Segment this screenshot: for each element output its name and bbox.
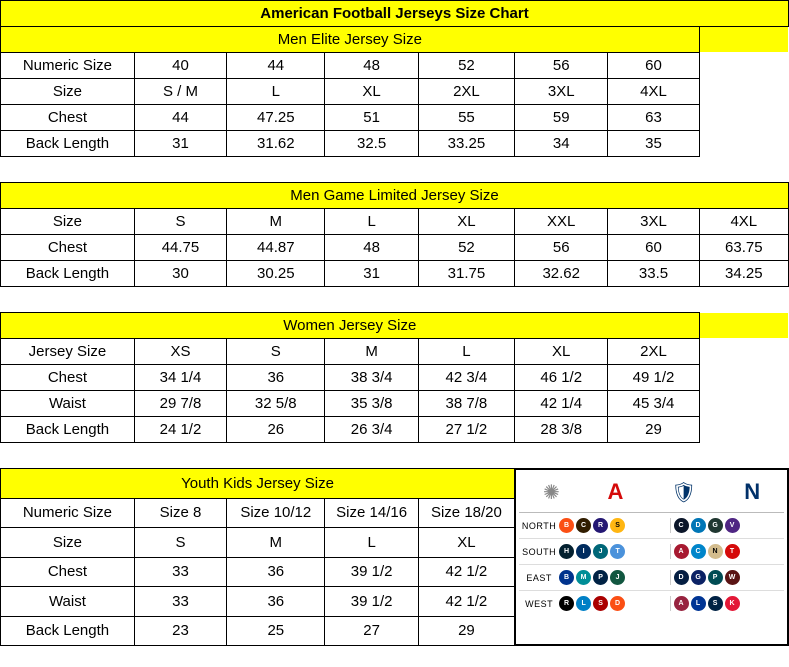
section-heading-men-elite: Men Elite Jersey Size [1, 27, 789, 53]
division-label: WEST [525, 598, 554, 609]
cell: 30.25 [227, 261, 325, 287]
team-logo-raiders: R [559, 596, 574, 611]
table-row [1, 365, 789, 391]
cell: 45 3/4 [608, 391, 699, 417]
cell: 33.25 [418, 131, 514, 157]
team-logo-lions: D [691, 518, 706, 533]
row-label: Waist [1, 587, 135, 617]
document-title-row [1, 1, 789, 27]
cell: 42 3/4 [418, 365, 514, 391]
cell: Size 8 [134, 498, 226, 528]
row-label: Jersey Size [1, 339, 135, 365]
row-label: Chest [1, 105, 135, 131]
cell: 63.75 [699, 235, 788, 261]
team-logo-eagles: P [708, 570, 723, 585]
section-heading-men-game-limited: Men Game Limited Jersey Size [1, 183, 789, 209]
team-logo-bills: B [559, 570, 574, 585]
cell: 51 [325, 105, 418, 131]
cell: 46 1/2 [515, 365, 608, 391]
cell: 32 5/8 [227, 391, 325, 417]
empty-cell [699, 417, 788, 443]
team-logo-commanders: W [725, 570, 740, 585]
cell: 40 [134, 53, 226, 79]
table-row [1, 235, 789, 261]
cell: S [227, 339, 325, 365]
cell: 60 [608, 53, 699, 79]
nfc-logo-icon: N [744, 479, 761, 504]
cell: 34.25 [699, 261, 788, 287]
nfc-south-teams [670, 544, 784, 559]
team-logo-chiefs: K [725, 596, 740, 611]
cell: XL [418, 528, 514, 558]
cell: L [227, 79, 325, 105]
cell: 39 1/2 [325, 587, 418, 617]
cell: 29 [608, 417, 699, 443]
cell: 38 3/4 [325, 365, 418, 391]
cell: 31 [134, 131, 226, 157]
row-label: Back Length [1, 417, 135, 443]
team-logo-steelers: S [610, 518, 625, 533]
cell: 29 [418, 616, 514, 646]
cell: XL [418, 209, 514, 235]
team-logo-titans: T [610, 544, 625, 559]
cell: 31.75 [418, 261, 514, 287]
team-logo-dolphins: M [576, 570, 591, 585]
cell: 24 1/2 [134, 417, 226, 443]
row-label: Size [1, 528, 135, 558]
cell: XL [325, 79, 418, 105]
team-logo-jaguars: J [593, 544, 608, 559]
cell: 2XL [608, 339, 699, 365]
cell: 32.5 [325, 131, 418, 157]
cell: 36 [227, 557, 325, 587]
row-label: Back Length [1, 261, 135, 287]
cell: XS [134, 339, 226, 365]
cell: 44.75 [134, 235, 226, 261]
division-row-south [519, 539, 784, 565]
cell: 33 [134, 557, 226, 587]
cell: 52 [418, 53, 514, 79]
cell: Size 14/16 [325, 498, 418, 528]
empty-cell [699, 79, 788, 105]
cell: 30 [134, 261, 226, 287]
cell: 44 [134, 105, 226, 131]
page-title: American Football Jerseys Size Chart [1, 1, 789, 27]
team-logo-chargers: L [576, 596, 591, 611]
row-label: Numeric Size [1, 53, 135, 79]
cell: 27 1/2 [418, 417, 514, 443]
afc-north-teams [559, 518, 669, 533]
afc-logo-icon: A [607, 479, 624, 504]
cell: 48 [325, 53, 418, 79]
empty-cell [699, 365, 788, 391]
empty-cell [699, 313, 788, 339]
table-row [1, 131, 789, 157]
team-logo-patriots: P [593, 570, 608, 585]
division-label: EAST [526, 572, 552, 583]
nfc-east-teams [670, 570, 784, 585]
table-row [1, 105, 789, 131]
division-label: NORTH [521, 520, 557, 531]
nfl-shield-icon: 🛡 [671, 481, 697, 504]
cell: 36 [227, 587, 325, 617]
division-row-east [519, 565, 784, 591]
cell: 56 [515, 53, 608, 79]
cell: 44 [227, 53, 325, 79]
empty-cell [699, 391, 788, 417]
cell: S [134, 209, 226, 235]
cell: 35 [608, 131, 699, 157]
section-heading-youth-kids: Youth Kids Jersey Size ✺ A 🛡 N NORTH B C R S C D G V SOUTH H I J T A C N T EAST B M P J D G P W WEST R L S D A L S K [1, 469, 789, 499]
cell: 38 7/8 [418, 391, 514, 417]
cell: M [227, 528, 325, 558]
afc-south-teams [559, 544, 669, 559]
table-row [1, 209, 789, 235]
cell: 56 [515, 235, 608, 261]
cell: 48 [325, 235, 418, 261]
team-logo-cowboys: D [674, 570, 689, 585]
cell: 49 1/2 [608, 365, 699, 391]
row-label: Waist [1, 391, 135, 417]
division-row-west [519, 591, 784, 616]
team-logo-packers: G [708, 518, 723, 533]
table-row [1, 391, 789, 417]
cell: 42 1/2 [418, 557, 514, 587]
cell: 25 [227, 616, 325, 646]
division-label: SOUTH [522, 546, 557, 557]
nfl-teams-logo-panel [515, 469, 789, 646]
empty-cell [699, 27, 788, 53]
cell: M [325, 339, 418, 365]
star-icon: ✺ [542, 481, 560, 504]
empty-cell [699, 105, 788, 131]
cell: S [134, 528, 226, 558]
cell: L [418, 339, 514, 365]
cell: 2XL [418, 79, 514, 105]
cell: 47.25 [227, 105, 325, 131]
team-logo-vikings: V [725, 518, 740, 533]
team-logo-bears: C [674, 518, 689, 533]
table-row [1, 53, 789, 79]
team-logo-buccaneers: T [725, 544, 740, 559]
cell: 26 [227, 417, 325, 443]
team-logo-texans: H [559, 544, 574, 559]
division-row-north [519, 513, 784, 539]
cell: Size 10/12 [227, 498, 325, 528]
row-label: Numeric Size [1, 498, 135, 528]
team-logo-seahawks: S [708, 596, 723, 611]
row-label: Size [1, 79, 135, 105]
cell: L [325, 528, 418, 558]
cell: 42 1/2 [418, 587, 514, 617]
nfc-north-teams [670, 518, 784, 533]
cell: 52 [418, 235, 514, 261]
cell: M [227, 209, 325, 235]
team-logo-browns: C [576, 518, 591, 533]
cell: 34 1/4 [134, 365, 226, 391]
afc-east-teams [559, 570, 669, 585]
team-logo-giants: G [691, 570, 706, 585]
cell: 39 1/2 [325, 557, 418, 587]
cell: 59 [515, 105, 608, 131]
table-row [1, 417, 789, 443]
team-logo-cardinals: A [674, 596, 689, 611]
cell: 60 [608, 235, 699, 261]
team-logo-49ers: S [593, 596, 608, 611]
row-label: Back Length [1, 616, 135, 646]
cell: S / M [134, 79, 226, 105]
row-label: Size [1, 209, 135, 235]
cell: 29 7/8 [134, 391, 226, 417]
cell: 33 [134, 587, 226, 617]
empty-cell [699, 339, 788, 365]
cell: 32.62 [515, 261, 608, 287]
conference-logos-row [519, 472, 784, 513]
team-logo-rams: L [691, 596, 706, 611]
cell: 28 3/8 [515, 417, 608, 443]
team-logo-ravens: R [593, 518, 608, 533]
cell: 33.5 [608, 261, 699, 287]
cell: 3XL [515, 79, 608, 105]
cell: 4XL [699, 209, 788, 235]
cell: 34 [515, 131, 608, 157]
cell: L [325, 209, 418, 235]
row-label: Chest [1, 365, 135, 391]
table-row [1, 79, 789, 105]
row-label: Back Length [1, 131, 135, 157]
cell: XXL [515, 209, 608, 235]
team-logo-jets: J [610, 570, 625, 585]
team-logo-broncos: D [610, 596, 625, 611]
team-logo-colts: I [576, 544, 591, 559]
cell: 27 [325, 616, 418, 646]
cell: 3XL [608, 209, 699, 235]
cell: Size 18/20 [418, 498, 514, 528]
cell: 36 [227, 365, 325, 391]
cell: 44.87 [227, 235, 325, 261]
cell: 31.62 [227, 131, 325, 157]
afc-west-teams [559, 596, 669, 611]
team-logo-falcons: A [674, 544, 689, 559]
cell: 31 [325, 261, 418, 287]
cell: 23 [134, 616, 226, 646]
cell: 63 [608, 105, 699, 131]
cell: XL [515, 339, 608, 365]
table-row [1, 261, 789, 287]
team-logo-bengals: B [559, 518, 574, 533]
cell: 55 [418, 105, 514, 131]
cell: 35 3/8 [325, 391, 418, 417]
row-label: Chest [1, 235, 135, 261]
cell: 4XL [608, 79, 699, 105]
table-row [1, 339, 789, 365]
team-logo-panthers: C [691, 544, 706, 559]
nfc-west-teams [670, 596, 784, 611]
row-label: Chest [1, 557, 135, 587]
empty-cell [699, 131, 788, 157]
section-heading-women: Women Jersey Size [1, 313, 789, 339]
empty-cell [699, 53, 788, 79]
spacer [1, 287, 789, 313]
spacer [1, 443, 789, 469]
team-logo-saints: N [708, 544, 723, 559]
cell: 42 1/4 [515, 391, 608, 417]
spacer [1, 157, 789, 183]
cell: 26 3/4 [325, 417, 418, 443]
